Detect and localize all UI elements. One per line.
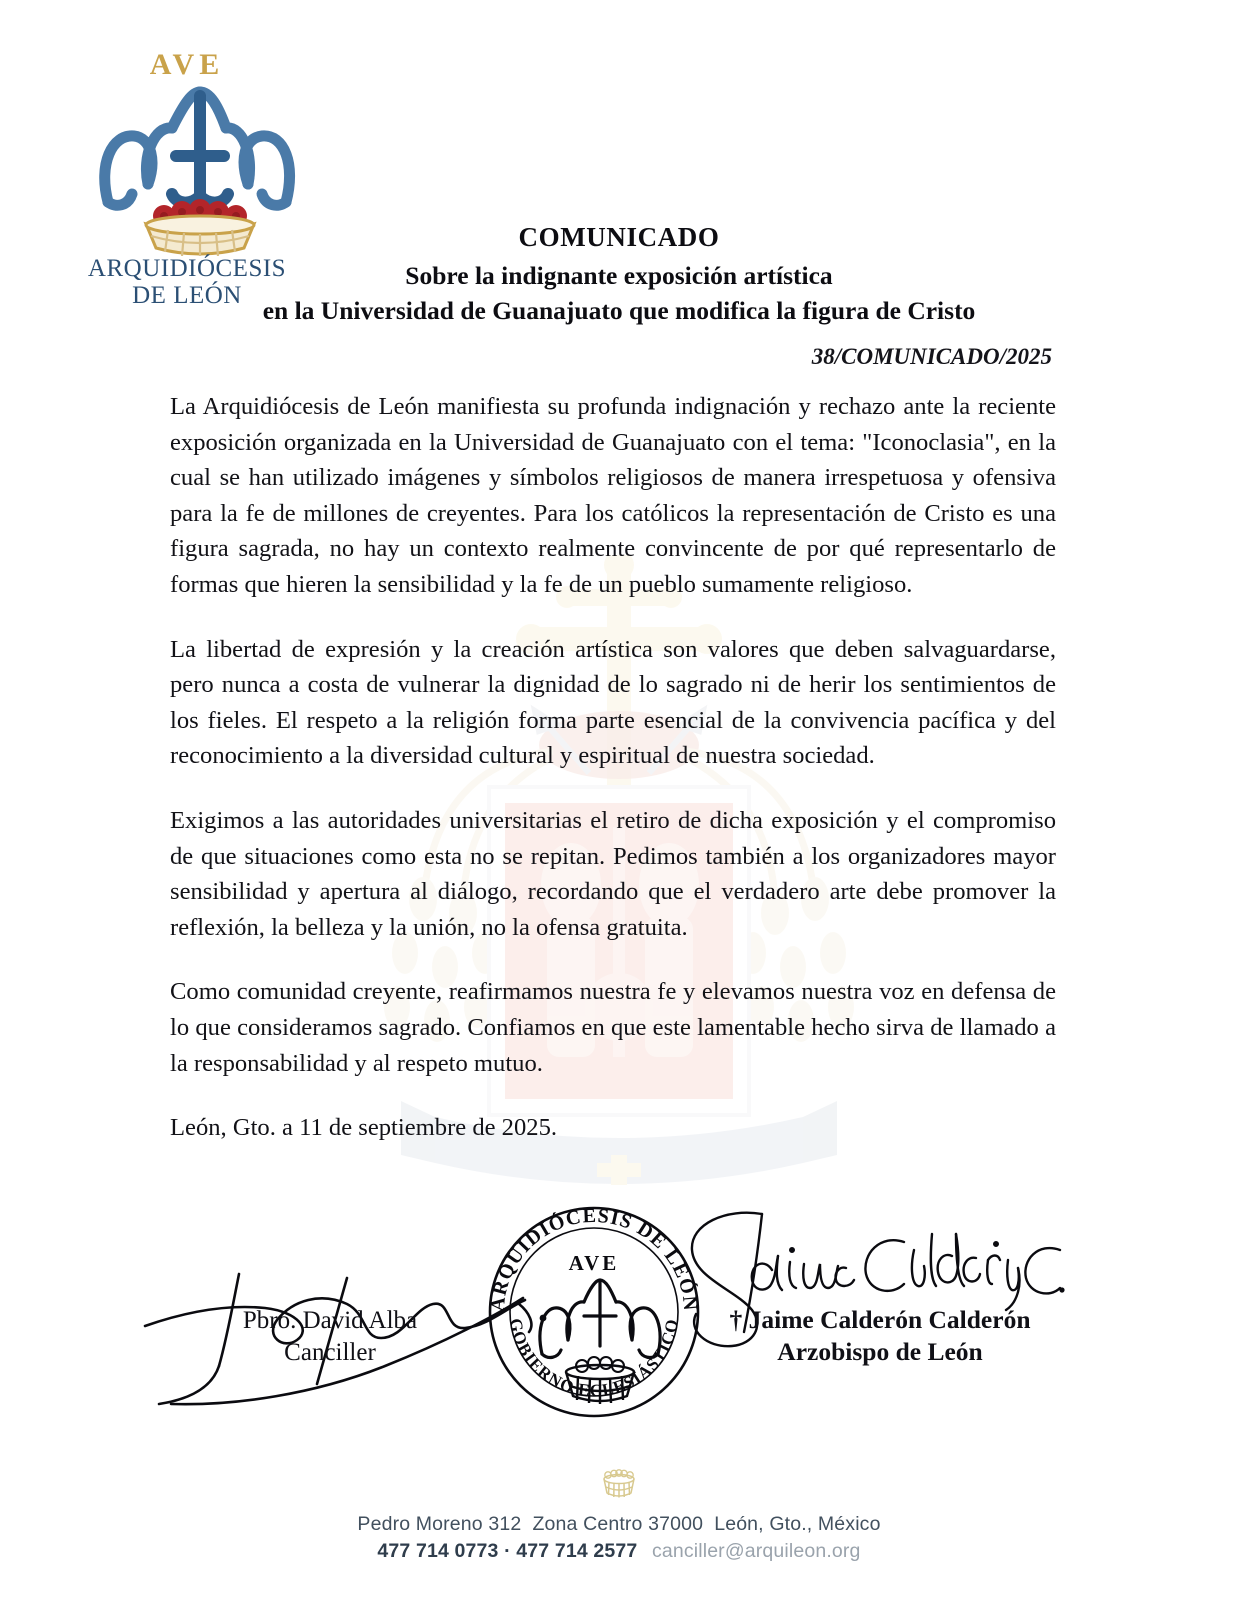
page-title: COMUNICADO xyxy=(518,222,720,252)
footer-phones: 477 714 0773 · 477 714 2577 xyxy=(377,1540,638,1563)
svg-text:AVE: AVE xyxy=(149,48,225,81)
signature-block-chancellor xyxy=(135,1192,525,1368)
body-paragraph: La Arquidiócesis de León manifiesta su profunda indignación y rechazo ante la reciente exposición organizada en la Universidad de Guanajuato con el tema: "Iconoclasia", en la cual se han utilizado imágenes y símbolos religiosos de manera irrespetuosa y ofensiva para la fe de millones de creyentes. Para los católicos la representación de Cristo es una figura sagrada, no hay un contexto realmente convincente de por qué representarlo de formas que hieren la sensibilidad y la fe de un pueblo sumamente religioso. xyxy=(170,393,1056,598)
page-subtitle-line1: Sobre la indignante exposición artística xyxy=(405,261,833,290)
seal-text-bottom: GOBIERNO ECLESIÁSTICO xyxy=(506,1316,682,1401)
footer-email[interactable]: canciller@arquileon.org xyxy=(651,1540,861,1563)
place-and-date: León, Gto. a 11 de septiembre de 2025. xyxy=(170,1114,558,1142)
svg-text:GOBIERNO ECLESIÁSTICO xyxy=(506,1317,682,1400)
official-seal-stamp xyxy=(478,1196,710,1428)
body-paragraph: Exigimos a las autoridades universitarias el retiro de dicha exposición y el compromiso de que situaciones como esta no se repitan. Pedimos también a los organizadores mayor sensibilidad y apertura al diálogo, recordando que el verdadero arte debe promover la reflexión, la belleza y la unión, no la ofensa gratuita. xyxy=(170,806,1056,941)
signature-role-chancellor: Canciller xyxy=(284,1338,376,1366)
logo-caption-line2: DE LEÓN xyxy=(132,281,242,309)
seal-text-top: ARQUIDIÓCESIS DE LEÓN xyxy=(486,1204,702,1313)
page-footer xyxy=(0,1462,1238,1566)
body-paragraph: La libertad de expresión y la creación artística son valores que deben salvaguardarse, pero nunca a costa de vulnerar la dignidad de lo sagrado ni de herir los sentimientos de los fieles. El respeto a la religión forma parte esencial de la convivencia pacífica y del reconocimiento a la diversidad cultural y espiritual de nuestra sociedad. xyxy=(170,635,1056,770)
logo-caption-line1: ARQUIDIÓCESIS xyxy=(87,255,287,282)
basket-of-roses-icon xyxy=(592,1462,646,1502)
body-paragraph: Como comunidad creyente, reafirmamos nuestra fe y elevamos nuestra voz en defensa de lo que consideramos sagrado. Confiamos en que este lamentable hecho sirva de llamado a la responsabilidad y al respeto mutuo. xyxy=(170,978,1056,1077)
page-subtitle-line2: en la Universidad de Guanajuato que modifica la figura de Cristo xyxy=(262,296,976,326)
signature-name-archbishop: † Jaime Calderón Calderón xyxy=(729,1305,1031,1334)
footer-address: Pedro Moreno 312 Zona Centro 37000 León, Gto., México xyxy=(357,1512,881,1535)
signature-role-archbishop: Arzobispo de León xyxy=(777,1337,983,1367)
footer-contact xyxy=(0,1538,1238,1566)
seal-ave-word: AVE xyxy=(568,1251,620,1275)
signature-block-archbishop xyxy=(700,1204,1060,1368)
signature-name-chancellor: Pbro. David Alba xyxy=(242,1307,418,1334)
page-subtitle xyxy=(150,258,1088,328)
document-body xyxy=(170,389,1056,1146)
document-reference-number: 38/COMUNICADO/2025 xyxy=(811,344,1052,369)
